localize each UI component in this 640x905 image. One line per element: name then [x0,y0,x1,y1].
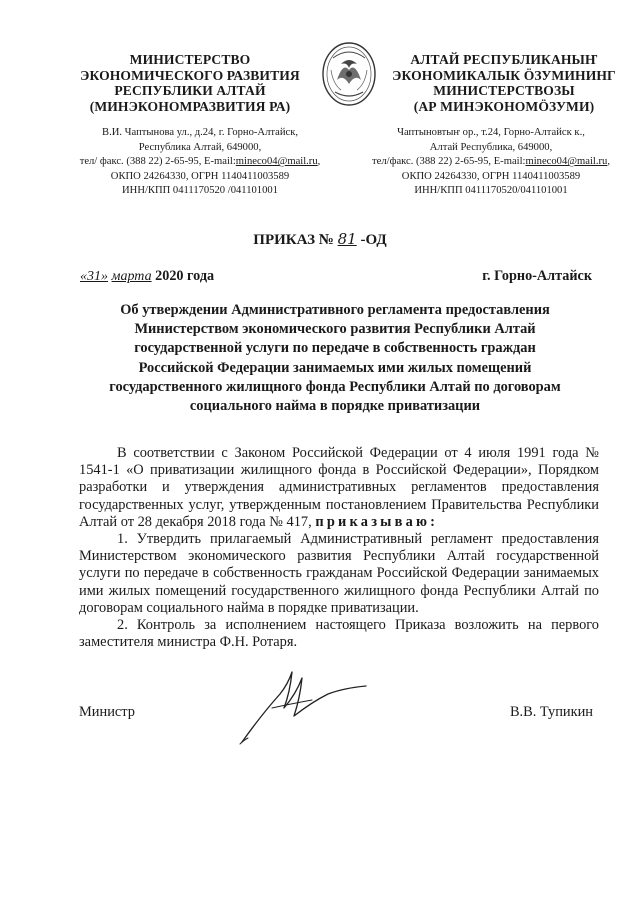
signer-name: В.В. Тупикин [509,704,593,720]
order-prefix: ПРИКАЗ № [253,232,338,248]
header-line: (АР МИНЭКОНОМÖЗУМИ) [413,98,595,114]
order-city: г. Горно-Алтайск [482,268,592,284]
order-date [80,268,214,285]
address-line: Чаптыновтыҥ ор., т.24, Горно-Алтайск к., [397,127,585,138]
header-ministry-ru [70,52,310,114]
subject-line: социального найма в порядке приватизации [189,398,481,415]
subject-line: Министерством экономического развития Республики Алтай [134,321,536,338]
signer-position: Министр [79,704,135,720]
address-line: Алтай Республика, 649000, [429,141,553,153]
address-ru [60,126,340,199]
email-link[interactable]: mineco04@mail.ru [235,156,318,168]
date-open-quote: « [80,269,87,284]
header-line: РЕСПУБЛИКИ АЛТАЙ [114,83,266,98]
handwritten-signature [232,664,372,746]
subject-line: Российской Федерации занимаемых ими жилых помещений [138,359,532,376]
phone-text: тел/ факс. (388 22) 2-65-95, E-mail: [79,156,236,168]
registry-line: ОКПО 24264330, ОГРН 1140411003589 [110,170,290,182]
order-item-1: 1. Утвердить прилагаемый Административный регламент предоставления Министерством экономического развития Республики Алтай государственной услуги по передаче в собственность гражданам Российской Федерации занимаемых ими жилых помещений государственного жилищного фонда Республики Алтай по договорам социального найма в порядке приватизации. [79,531,599,616]
contact-line [60,155,340,170]
preamble-text: В соответствии с Законом Российской Федерации от 4 июля 1991 года № 1541-1 «О приватизации жилищного фонда в Российской Федерации», Порядком разработки и утверждения административных регламентов предоставления государственных услуг, утвержденным постановлением Правительства Республики Алтай от 28 декабря 2018 года № 417, [79,445,599,530]
address-line: Республика Алтай, 649000, [138,141,262,153]
order-item-2: 2. Контроль за исполнением настоящего Приказа возложить на первого заместителя министра Ф.Н. Ротаря. [79,617,599,651]
coat-of-arms-icon [321,40,377,108]
header-line: АЛТАЙ РЕСПУБЛИКАНЫҤ [410,52,598,67]
header-line: (МИНЭКОНОМРАЗВИТИЯ РА) [89,98,291,114]
punct: , [317,156,321,168]
order-title [0,230,640,249]
subject-line: Об утверждении Административного регламента предоставления [120,302,550,318]
email-link[interactable]: mineco04@mail.ru [525,156,608,168]
date-year: 2020 года [151,268,215,284]
prikazyvayu-word: приказываю: [315,513,439,530]
tax-id-line: ИНН/КПП 0411170520/041101001 [414,185,568,197]
subject-line: государственного жилищного фонда Республики Алтай по договорам [109,378,561,395]
preamble-paragraph [79,445,599,531]
header-line: ЭКОНОМИЧЕСКОГО РАЗВИТИЯ [80,67,300,83]
punct: , [607,156,610,168]
contact-line [360,155,622,170]
order-number: 81 [337,230,357,248]
date-month: марта [111,269,152,284]
subject-line: государственной услуги по передаче в собственность граждан [134,340,536,357]
registry-line: ОКПО 24264330, ОГРН 1140411003589 [401,170,581,182]
header-line: ЭКОНОМИКАЛЫК ÖЗУМИНИНГ [392,67,616,83]
header-ministry-alt [385,52,623,114]
tax-id-line: ИНН/КПП 0411170520 /041101001 [122,185,278,197]
address-alt [360,126,622,199]
date-day: 31 [87,269,101,284]
header-line: МИНИСТЕРСТВОЗЫ [433,83,575,98]
order-suffix: -ОД [356,232,387,248]
header-line: МИНИСТЕРСТВО [129,52,251,67]
order-body [79,445,599,651]
date-close-quote: » [101,269,108,284]
address-line: В.И. Чаптынова ул., д.24, г. Горно-Алтайск, [102,127,298,138]
phone-text: тел/факс. (388 22) 2-65-95, E-mail: [372,156,526,168]
order-subject [70,301,600,416]
